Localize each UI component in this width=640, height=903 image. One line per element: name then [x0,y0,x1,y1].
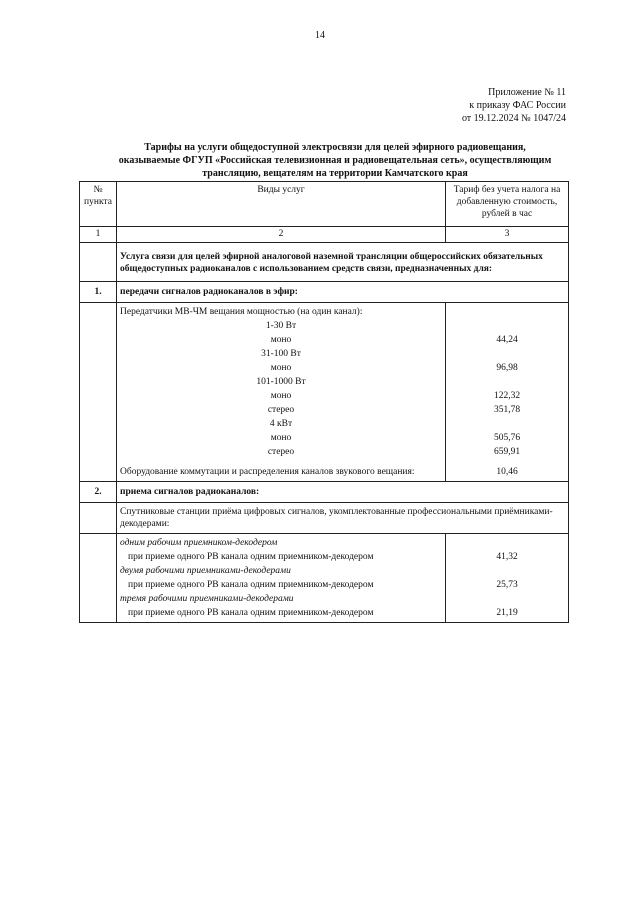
header-services: Виды услуг [117,182,446,227]
tariff-value: 505,76 [493,433,521,443]
mode-label: моно [270,363,292,373]
group-title: двумя рабочими приемниками-декодерами [120,566,291,576]
tariff-value: 10,46 [496,467,518,477]
tariff-value: 41,32 [496,552,518,562]
mode-label: моно [270,433,292,443]
section-2-values [446,534,569,623]
group-title: одним рабочим приемником-декодером [120,538,278,548]
section-2-title-row [80,482,569,503]
stations-label: Спутниковые станции приёма цифровых сигналов, укомплектованные профессиональными приёмниками-декодерами: [117,503,569,534]
tariff-value: 659,91 [493,447,521,457]
col-number-3: 3 [446,227,569,243]
power-range-label: 1-30 Вт [265,321,297,331]
equipment-label: Оборудование коммутации и распределения каналов звукового вещания: [120,467,415,477]
table-header-row [80,182,569,227]
section-2-number: 2. [80,482,117,503]
tariff-value [449,319,565,333]
mode-label: стерео [267,447,295,457]
tariff-value [449,347,565,361]
service-header-row [80,243,569,282]
section-1-number: 1. [80,282,117,303]
col-number-2: 2 [117,227,446,243]
section-2-groups-row [80,534,569,623]
appendix-line-3: от 19.12.2024 № 1047/24 [461,113,566,124]
group-item: при приеме одного РВ канала одним приемником-декодером [128,580,374,590]
section-1-services [117,303,446,482]
mode-label: моно [270,391,292,401]
tariff-value: 44,24 [496,335,518,345]
tariff-value: 21,19 [496,608,518,618]
group-item: при приеме одного РВ канала одним приемником-декодером [128,608,374,618]
appendix-line-1: Приложение № 11 [488,87,566,98]
col-number-1: 1 [80,227,117,243]
tariff-value: 351,78 [493,405,521,415]
section-2-stations-row [80,503,569,534]
appendix-block [462,86,566,125]
section-1-title-row [80,282,569,303]
tariff-value [449,375,565,389]
tariff-value: 25,73 [496,580,518,590]
title-line-3: трансляцию, вещателям на территории Камчатского края [202,168,468,179]
appendix-line-2: к приказу ФАС России [469,100,566,111]
section-1-title: передачи сигналов радиоканалов в эфир: [117,282,569,303]
document-title [100,141,570,180]
tariff-value: 122,32 [493,391,521,401]
service-header: Услуга связи для целей эфирной аналоговой наземной трансляции общероссийских обязательных общедоступных радиоканалов с использованием средств связи, предназначенных для: [117,243,569,282]
page-number: 14 [315,30,325,41]
column-numbers-row [80,227,569,243]
header-number: № пункта [80,182,117,227]
title-line-2: оказываемые ФГУП «Российская телевизионная и радиовещательная сеть», осуществляющим [118,155,552,166]
power-range-label: 101-1000 Вт [256,377,306,387]
mode-label: стерео [267,405,295,415]
group-title: тремя рабочими приемниками-декодерами [120,594,294,604]
transmitters-label: Передатчики МВ-ЧМ вещания мощностью (на один канал): [120,307,363,317]
section-2-title: приема сигналов радиоканалов: [117,482,569,503]
power-range-label: 31-100 Вт [261,349,301,359]
mode-label: моно [270,335,292,345]
section-1-transmitters-row [80,303,569,482]
power-range-label: 4 кВт [269,419,293,429]
tariff-value: 96,98 [496,363,518,373]
section-2-services [117,534,446,623]
tariff-value [449,417,565,431]
group-item: при приеме одного РВ канала одним приемником-декодером [128,552,374,562]
header-tariff: Тариф без учета налога на добавленную стоимость, рублей в час [446,182,569,227]
tariff-table [79,181,569,623]
title-line-1: Тарифы на услуги общедоступной электросвязи для целей эфирного радиовещания, [144,142,526,153]
section-1-values [446,303,569,482]
